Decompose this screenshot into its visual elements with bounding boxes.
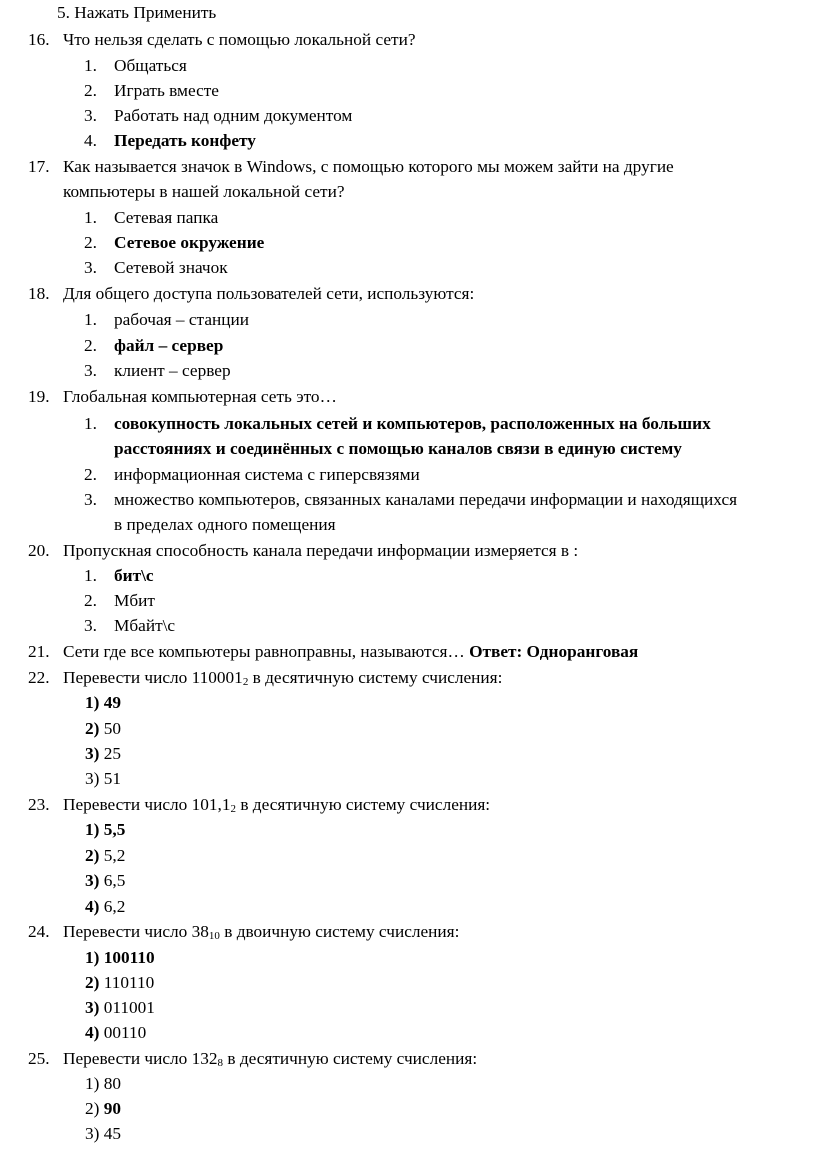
option-22-1-correct [85,693,121,713]
option-text-correct: 100110 [99,948,155,967]
option-number: 4) [85,1023,100,1042]
question-text: Что нельзя сделать с помощью локальной сети? [63,30,416,49]
option-text: в пределах одного помещения [114,515,336,534]
number-base: 2 [230,803,236,815]
option-22-4 [85,769,121,789]
option-24-4 [85,1023,146,1043]
number-base: 10 [208,930,220,942]
option-text: 45 [99,1124,122,1143]
option-number: 2) [85,973,100,992]
question-22-body [63,668,502,688]
option-number: 2) [85,1099,100,1118]
question-number: 22. [28,668,50,687]
question-number: 24. [28,922,50,941]
option-number: 3. [84,106,97,125]
option-text: 00110 [99,1023,147,1042]
option-number: 2. [84,81,97,100]
option-23-2 [85,846,125,866]
option-number: 2. [84,336,97,355]
option-number: 3) [85,1124,100,1143]
option-22-3 [85,744,121,764]
option-number: 1. [84,56,97,75]
option-25-1 [85,1074,121,1094]
option-23-1-correct [85,820,125,840]
option-number: 3. [84,258,97,277]
option-text: Сетевой значок [114,258,228,277]
question-text: Для общего доступа пользователей сети, используются: [63,284,475,303]
question-24-body [63,922,459,942]
option-text: информационная система с гиперсвязями [114,465,420,484]
option-number: 2) [85,719,100,738]
option-number: 3. [84,361,97,380]
option-text: Мбайт\с [114,616,176,635]
number-base: 2 [242,676,249,688]
option-text-correct: 49 [99,693,122,712]
number-base: 8 [217,1057,224,1069]
option-25-3 [85,1124,121,1144]
option-number: 2) [85,846,100,865]
option-number: 3) [85,998,100,1017]
option-text: множество компьютеров, связанных каналами передачи информации и находящихся [114,490,738,509]
option-text-correct: 90 [99,1099,122,1118]
option-text: Сетевая папка [114,208,219,227]
question-text-post: в десятичную систему счисления: [236,795,491,814]
option-text-correct: файл – сервер [114,336,224,355]
option-24-1-correct [85,948,155,968]
question-text: Пропускная способность канала передачи информации измеряется в : [63,541,579,560]
option-text: клиент – сервер [114,361,231,380]
question-text-pre: Перевести число 101,1 [63,795,231,814]
option-24-3 [85,998,155,1018]
question-number: 18. [28,284,50,303]
question-number: 20. [28,541,50,560]
question-number: 21. [28,642,50,661]
option-number: 2. [84,233,97,252]
question-23-body [63,795,490,815]
option-number: 1. [84,566,97,585]
option-number: 4) [85,897,100,916]
prev-step [57,3,216,23]
option-text-correct: Передать конфету [114,131,256,150]
option-text: 6,2 [99,897,126,916]
question-number: 23. [28,795,50,814]
option-text-correct: бит\с [114,566,154,585]
option-text: 80 [99,1074,122,1093]
option-text: 51 [99,769,122,788]
option-24-2 [85,973,154,993]
question-text-pre: Перевести число 110001 [63,668,243,687]
prev-step-number: 5. [57,3,70,22]
option-text-correct: совокупность локальных сетей и компьютеров, расположенных на больших [114,414,711,433]
option-number: 1) [85,1074,100,1093]
option-text-correct: расстояниях и соединённых с помощью каналов связи в единую систему [114,439,682,458]
option-number: 1) [85,693,100,712]
option-number: 1. [84,208,97,227]
question-text-post: в десятичную систему счисления: [223,1049,478,1068]
option-number: 3. [84,616,97,635]
prev-step-text: Нажать Применить [74,3,217,22]
question-text: компьютеры в нашей локальной сети? [63,182,345,201]
option-number: 1. [84,310,97,329]
question-text: Как называется значок в Windows, с помощью которого мы можем зайти на другие [63,157,674,176]
question-text-post: в десятичную систему счисления: [248,668,503,687]
option-text: 110110 [99,973,155,992]
option-text: Работать над одним документом [114,106,353,125]
question-number: 19. [28,387,50,406]
option-text: рабочая – станции [114,310,249,329]
option-text: Общаться [114,56,187,75]
question-text-post: в двоичную систему счисления: [219,922,460,941]
option-number: 3) [85,744,100,763]
question-number: 16. [28,30,50,49]
option-text-correct: Сетевое окружение [114,233,265,252]
option-number: 1) [85,948,100,967]
option-text: 25 [99,744,122,763]
option-number: 1. [84,414,97,433]
option-23-4 [85,897,125,917]
option-text: 5,2 [99,846,126,865]
option-text: 50 [99,719,122,738]
question-text-pre: Перевести число 132 [63,1049,218,1068]
option-number: 3) [85,871,100,890]
option-25-2-correct [85,1099,121,1119]
option-number: 3) [85,769,100,788]
option-text: Играть вместе [114,81,219,100]
option-23-3 [85,871,125,891]
question-text: Сети где все компьютеры равноправны, называются… [63,642,465,661]
option-text: 6,5 [99,871,126,890]
option-number: 3. [84,490,97,509]
option-number: 2. [84,465,97,484]
option-22-2 [85,719,121,739]
option-number: 4. [84,131,97,150]
question-text: Глобальная компьютерная сеть это… [63,387,337,406]
option-text: 011001 [99,998,155,1017]
question-number: 25. [28,1049,50,1068]
question-text-pre: Перевести число 38 [63,922,209,941]
answer-text: Ответ: Одноранговая [469,642,639,661]
option-text-correct: 5,5 [99,820,126,839]
question-25-body [63,1049,477,1069]
question-number: 17. [28,157,50,176]
option-text: Мбит [114,591,155,610]
option-number: 1) [85,820,100,839]
option-number: 2. [84,591,97,610]
question-21-body [63,642,638,662]
